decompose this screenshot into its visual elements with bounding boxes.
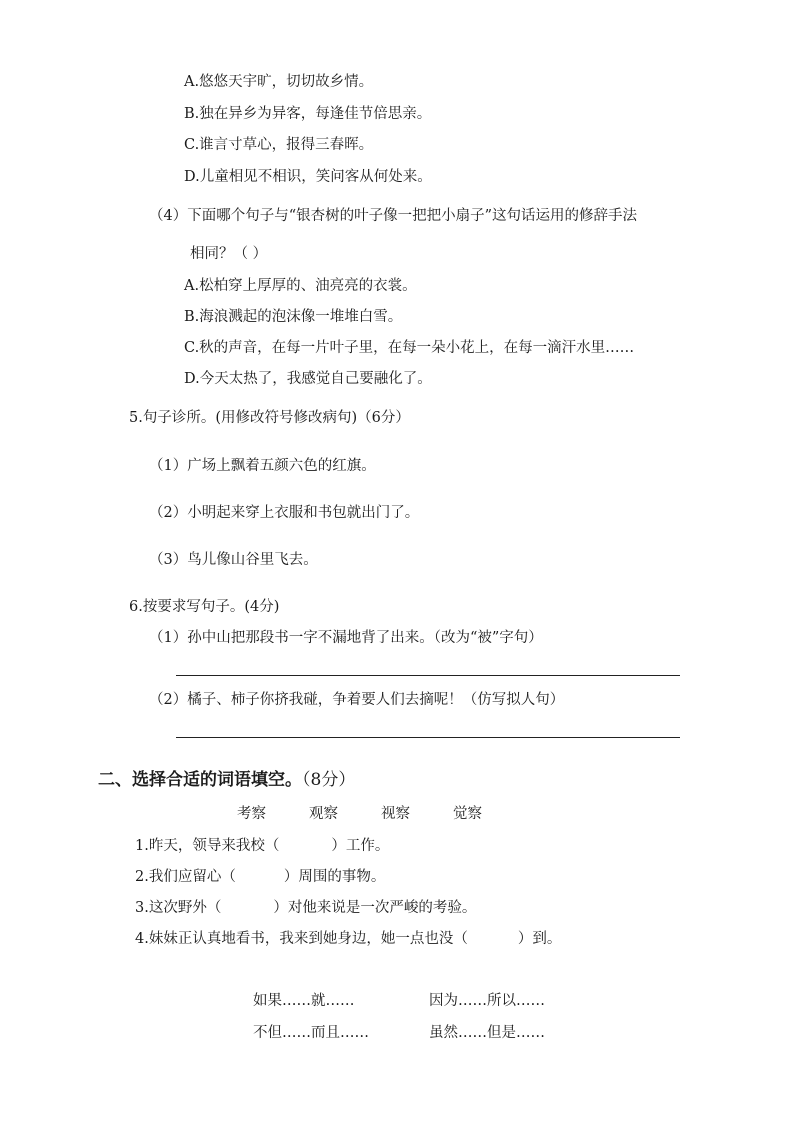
q5-item-2: （2）小明起来穿上衣服和书包就出门了。: [149, 505, 420, 521]
conjunction-3: 不但……而且……: [253, 1025, 369, 1041]
word-bank: [237, 804, 482, 824]
fill-item-4: [135, 929, 561, 949]
word-4: 觉察: [453, 806, 482, 822]
conjunction-1: 如果……就……: [253, 993, 355, 1009]
answer-line-2[interactable]: [176, 737, 680, 738]
q5-item-3: （3）鸟儿像山谷里飞去。: [149, 552, 318, 568]
fill-item-3-before: 3.这次野外（: [135, 900, 222, 916]
q4-4-stem: （4）下面哪个句子与“银杏树的叶子像一把把小扇子”这句话运用的修辞手法: [149, 208, 638, 224]
word-3: 视察: [381, 806, 410, 822]
conjunction-4: 虽然……但是……: [429, 1025, 545, 1041]
section-heading-text: 二、选择合适的词语填空。: [98, 770, 302, 790]
option-c: C.谁言寸草心，报得三春晖。: [184, 137, 374, 153]
fill-item-2-after: ）周围的事物。: [283, 869, 386, 885]
fill-item-2-before: 2.我们应留心（: [135, 869, 236, 885]
q4-4-option-a: A.松柏穿上厚厚的、油亮亮的衣裳。: [184, 278, 417, 294]
fill-item-3: [135, 898, 476, 918]
q4-4-option-b: B.海浪溅起的泡沫像一堆堆白雪。: [184, 309, 403, 325]
option-b: B.独在异乡为异客，每逢佳节倍思亲。: [184, 106, 432, 122]
fill-item-2: [135, 867, 385, 887]
answer-line-1[interactable]: [176, 675, 680, 676]
fill-item-4-before: 4.妹妹正认真地看书，我来到她身边，她一点也没（: [135, 931, 468, 947]
q6-title: 6.按要求写句子。(4分): [129, 599, 280, 615]
q4-4-option-c: C.秋的声音，在每一片叶子里，在每一朵小花上，在每一滴汗水里……: [184, 340, 635, 356]
section-points: （8分）: [302, 770, 356, 790]
fill-item-3-after: ）对他来说是一次严峻的考验。: [273, 900, 477, 916]
q5-item-1: （1）广场上飘着五颜六色的红旗。: [149, 458, 376, 474]
conjunction-row-2: [253, 1023, 545, 1043]
section-heading: [98, 768, 355, 792]
option-a: A.悠悠天宇旷，切切故乡情。: [184, 74, 374, 90]
fill-item-1-after: ）工作。: [331, 838, 390, 854]
q4-4-option-d: D.今天太热了，我感觉自己要融化了。: [184, 371, 432, 387]
option-d: D.儿童相见不相识，笑问客从何处来。: [184, 169, 432, 185]
fill-item-1-before: 1.昨天，领导来我校（: [135, 838, 280, 854]
word-2: 观察: [309, 806, 338, 822]
q4-4-stem-cont: 相同？（ ）: [190, 246, 268, 262]
fill-item-4-after: ）到。: [517, 931, 562, 947]
q5-title: 5.句子诊所。(用修改符号修改病句)（6分）: [129, 410, 410, 426]
q6-item-2: （2）橘子、柿子你挤我碰，争着要人们去摘呢！（仿写拟人句）: [149, 692, 565, 708]
conjunction-2: 因为……所以……: [429, 993, 545, 1009]
q6-item-1: （1）孙中山把那段书一字不漏地背了出来。（改为“被”字句）: [149, 630, 543, 646]
conjunction-row-1: [253, 991, 545, 1011]
fill-item-1: [135, 836, 389, 856]
word-1: 考察: [237, 806, 266, 822]
